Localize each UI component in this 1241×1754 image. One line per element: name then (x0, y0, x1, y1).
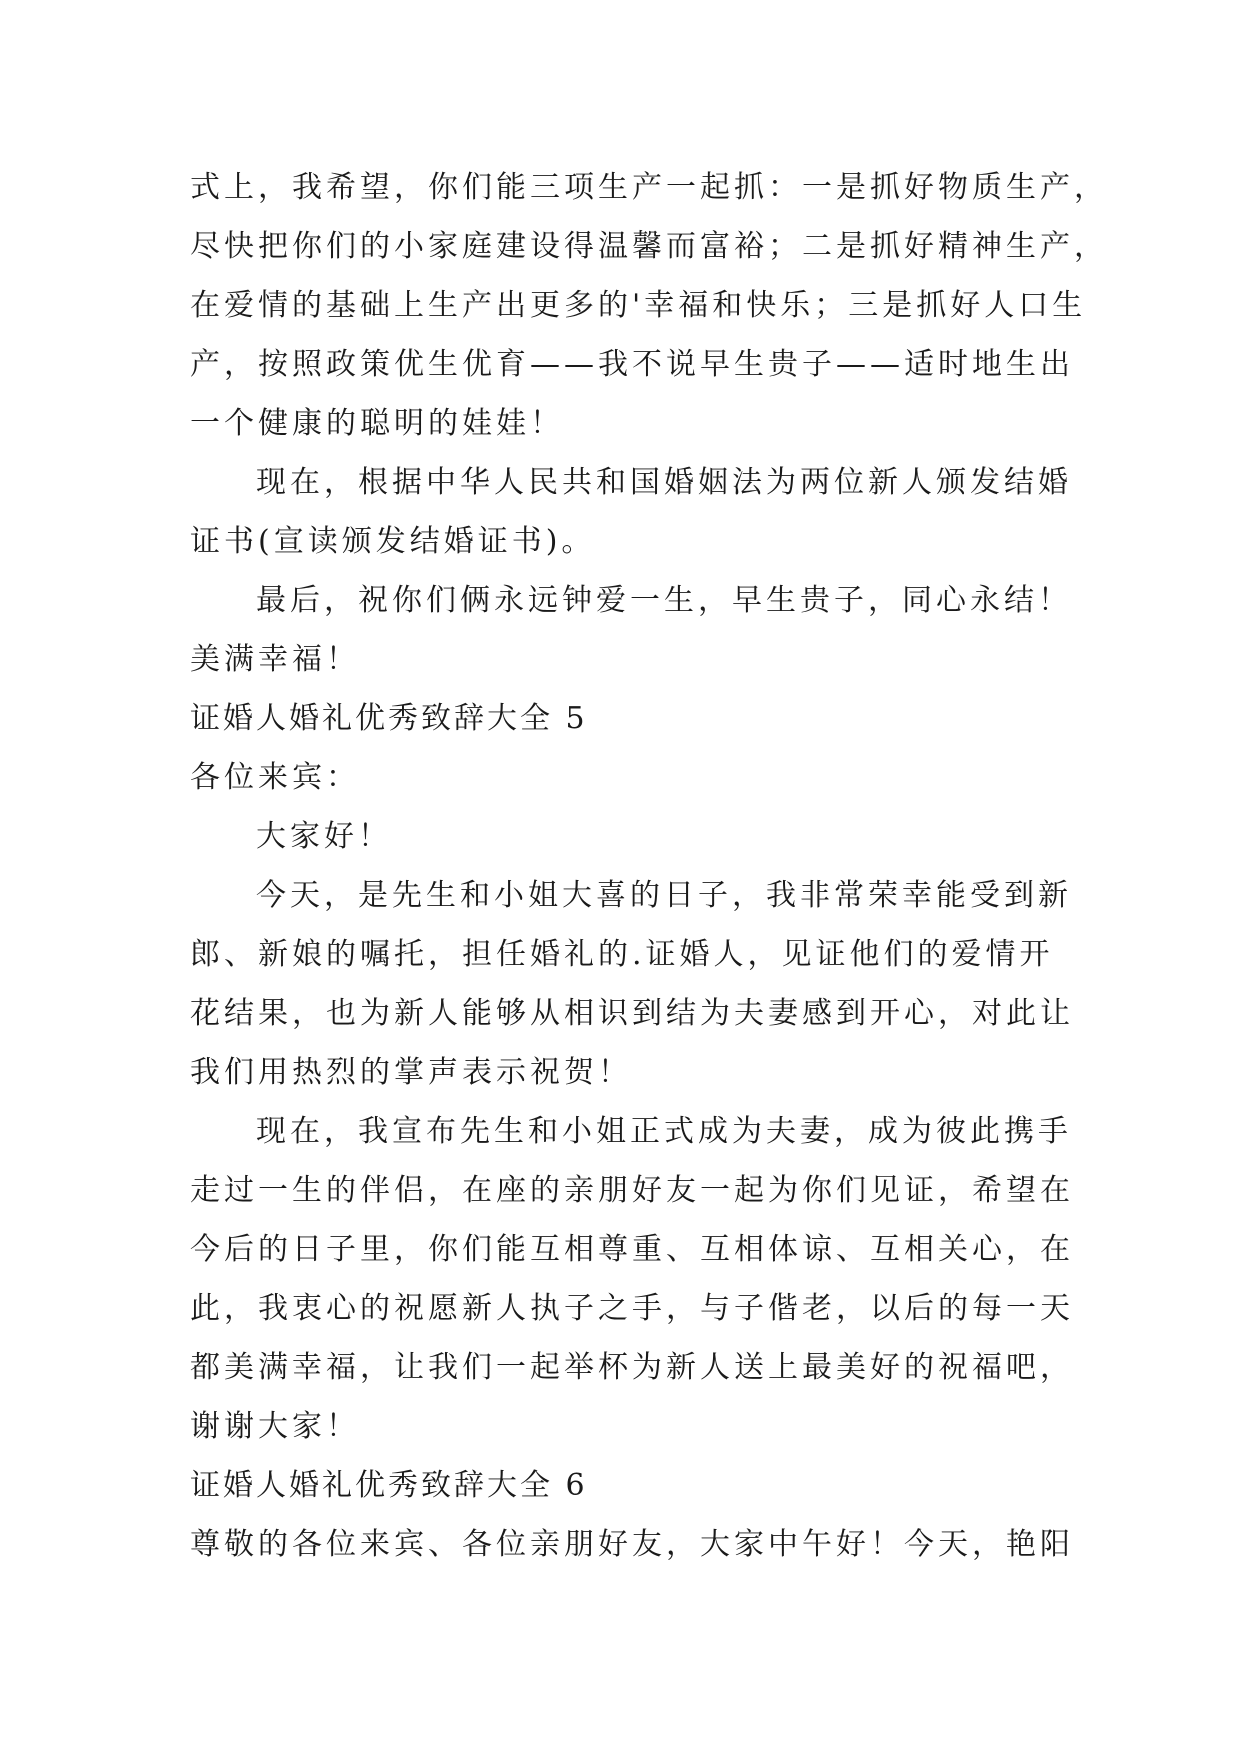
paragraph-line: 都美满幸福，让我们一起举杯为新人送上最美好的祝福吧， (190, 1350, 1074, 1385)
paragraph-line: 美满幸福！ (190, 642, 360, 677)
paragraph-line: 产，按照政策优生优育——我不说早生贵子——适时地生出 (190, 347, 1074, 382)
paragraph-line: 此，我衷心的祝愿新人执子之手，与子偕老，以后的每一天 (190, 1291, 1074, 1326)
paragraph-line: 最后，祝你们俩永远钟爱一生，早生贵子，同心永结！ (256, 583, 1072, 618)
paragraph-line: 大家好！ (256, 819, 392, 854)
document-body (190, 158, 1108, 1574)
paragraph-line: 尊敬的各位来宾、各位亲朋好友，大家中午好！今天，艳阳 (190, 1527, 1074, 1562)
paragraph-line: 各位来宾： (190, 760, 360, 795)
paragraph-line: 谢谢大家！ (190, 1409, 360, 1444)
paragraph-line: 证书(宣读颁发结婚证书)。 (190, 524, 596, 559)
paragraph-line: 花结果，也为新人能够从相识到结为夫妻感到开心，对此让 (190, 996, 1074, 1031)
paragraph-line: 郎、新娘的嘱托，担任婚礼的.证婚人，见证他们的爱情开 (190, 937, 1054, 972)
paragraph-line: 现在，我宣布先生和小姐正式成为夫妻，成为彼此携手 (256, 1114, 1072, 1149)
paragraph-line: 我们用热烈的掌声表示祝贺！ (190, 1055, 632, 1090)
paragraph-line: 今后的日子里，你们能互相尊重、互相体谅、互相关心，在 (190, 1232, 1074, 1267)
paragraph-line: 走过一生的伴侣，在座的亲朋好友一起为你们见证，希望在 (190, 1173, 1074, 1208)
section-heading: 证婚人婚礼优秀致辞大全 6 (190, 1468, 588, 1503)
paragraph-line: 一个健康的聪明的娃娃！ (190, 406, 564, 441)
paragraph-line: 式上，我希望，你们能三项生产一起抓：一是抓好物质生产， (190, 170, 1108, 205)
section-heading: 证婚人婚礼优秀致辞大全 5 (190, 701, 588, 736)
paragraph-line: 现在，根据中华人民共和国婚姻法为两位新人颁发结婚 (256, 465, 1072, 500)
paragraph-line: 在爱情的基础上生产出更多的'幸福和快乐；三是抓好人口生 (190, 288, 1087, 323)
paragraph-line: 今天，是先生和小姐大喜的日子，我非常荣幸能受到新 (256, 878, 1072, 913)
paragraph-line: 尽快把你们的小家庭建设得温馨而富裕；二是抓好精神生产， (190, 229, 1108, 264)
